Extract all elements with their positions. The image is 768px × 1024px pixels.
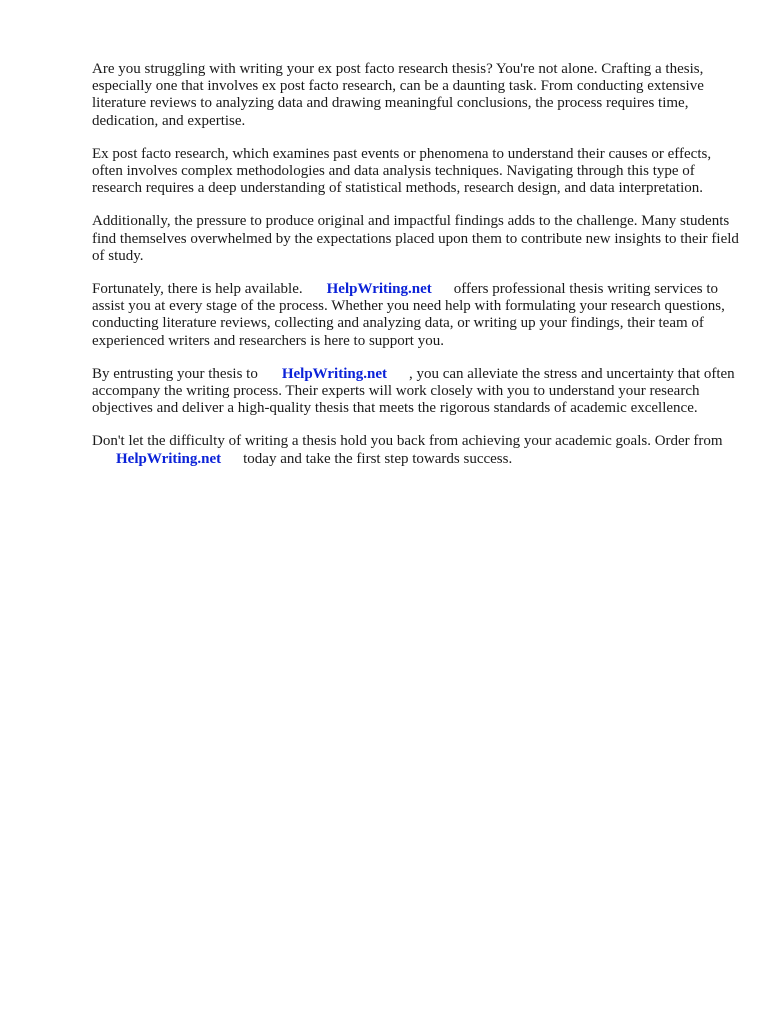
- paragraph-help-available: [92, 281, 742, 350]
- paragraph-call-to-action: [92, 433, 742, 467]
- helpwriting-link[interactable]: HelpWriting.net: [326, 281, 432, 298]
- paragraph-ex-post-facto: Ex post facto research, which examines past events or phenomena to understand their causes or effects, often involves complex methodologies and data analysis techniques. Navigating through this type of research requires a deep understanding of statistical methods, research design, and data interpretation.: [92, 145, 712, 197]
- helpwriting-link[interactable]: HelpWriting.net: [281, 365, 387, 382]
- paragraph-text: today and take the first step towards success.: [243, 450, 513, 467]
- paragraph-text: offers professional thesis writing services to assist you at every stage of the process. Whether you need help with formulating your research questions, conducting literature reviews, collecting and analyzing data, or writing up your findings, their team of experienced writers and researchers is here to support you.: [92, 281, 725, 349]
- paragraph-entrusting: [92, 366, 742, 418]
- paragraph-text: , you can alleviate the stress and uncertainty that often accompany the writing process. Their experts will work closely with you to understand your research objectives and deliver a high-quality thesis that meets the rigorous standards of academic excellence.: [92, 365, 735, 417]
- document-body: [92, 61, 742, 484]
- paragraph-text: Fortunately, there is help available.: [92, 281, 303, 298]
- helpwriting-link[interactable]: HelpWriting.net: [116, 450, 222, 467]
- paragraph-intro: Are you struggling with writing your ex post facto research thesis? You're not alone. Crafting a thesis, especially one that involves ex post facto research, can be a daunting task. From conducting extensive literature reviews to analyzing data and drawing meaningful conclusions, the process requires time, dedication, and expertise.: [92, 61, 704, 129]
- paragraph-text: By entrusting your thesis to: [92, 365, 258, 382]
- paragraph-text: Don't let the difficulty of writing a thesis hold you back from achieving your academic goals. Order from: [92, 433, 723, 450]
- paragraph-pressure: Additionally, the pressure to produce original and impactful findings adds to the challenge. Many students find themselves overwhelmed by the expectations placed upon them to contribute new insights to their field of study.: [92, 213, 739, 264]
